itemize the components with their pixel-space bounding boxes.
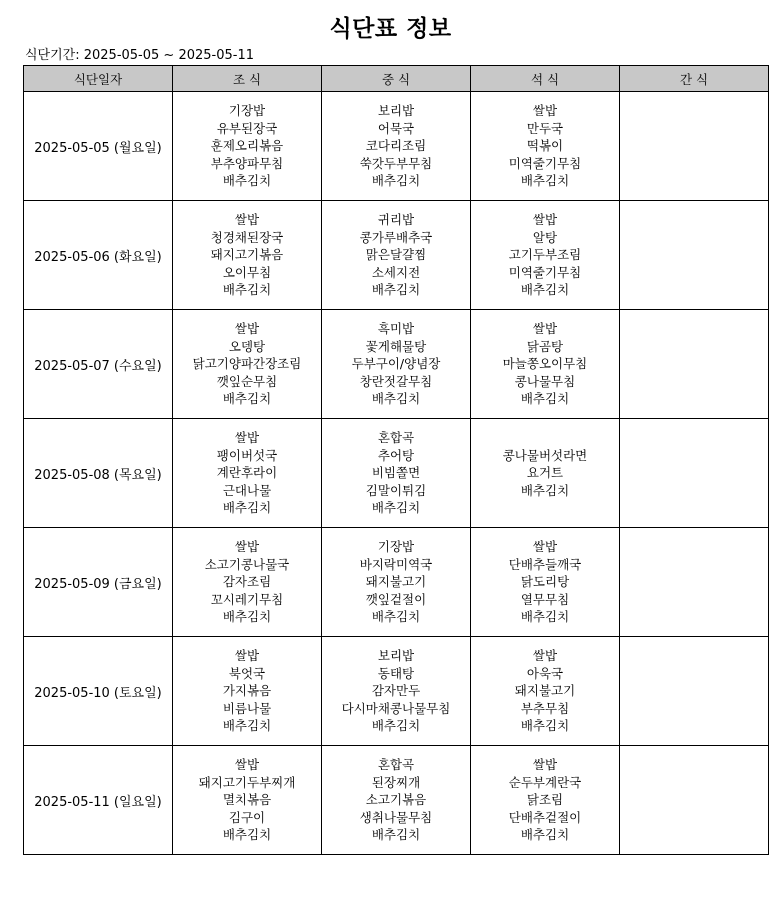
- menu-item: 배추김치: [520, 391, 570, 407]
- lunch-cell: [322, 201, 471, 310]
- menu-item: 닭도리탕: [520, 574, 570, 590]
- menu-item: 오뎅탕: [228, 338, 266, 354]
- menu-item: 감자만두: [371, 683, 421, 699]
- menu-item: 마늘쫑오이무침: [502, 356, 588, 372]
- header-dinner: 석 식: [471, 66, 620, 92]
- menu-item: 쌀밥: [532, 539, 558, 555]
- menu-item: 배추김치: [520, 609, 570, 625]
- menu-item: 다시마채콩나물무침: [341, 700, 451, 716]
- menu-item: 귀리밥: [377, 212, 415, 228]
- menu-item: 청경채된장국: [210, 229, 284, 245]
- menu-item: 된장찌개: [371, 774, 421, 790]
- breakfast-cell: [173, 92, 322, 201]
- menu-item: 미역줄기무침: [508, 264, 582, 280]
- menu-item: 돼지불고기: [365, 574, 427, 590]
- menu-item: 쌀밥: [532, 321, 558, 337]
- snack-cell: [620, 419, 769, 528]
- table-row: [24, 310, 769, 419]
- menu-item: 계란후라이: [216, 465, 278, 481]
- snack-cell: [620, 201, 769, 310]
- menu-item: 떡볶이: [526, 138, 564, 154]
- menu-item: 만두국: [526, 120, 564, 136]
- table-row: [24, 92, 769, 201]
- menu-item: 북엇국: [228, 665, 266, 681]
- lunch-cell: [322, 92, 471, 201]
- breakfast-cell: [173, 201, 322, 310]
- dinner-cell: [471, 528, 620, 637]
- menu-item: 배추김치: [371, 718, 421, 734]
- menu-item: 김구이: [228, 809, 266, 825]
- snack-cell: [620, 637, 769, 746]
- table-row: [24, 419, 769, 528]
- menu-item: 소세지전: [371, 264, 421, 280]
- menu-item: 돼지불고기: [514, 683, 576, 699]
- menu-item: 배추김치: [520, 718, 570, 734]
- menu-item: 동태탕: [377, 665, 415, 681]
- dinner-cell: [471, 310, 620, 419]
- lunch-cell: [322, 746, 471, 855]
- menu-item: 배추김치: [371, 609, 421, 625]
- menu-item: 기장밥: [377, 539, 415, 555]
- menu-item: 닭곰탕: [526, 338, 564, 354]
- table-body: [24, 92, 769, 855]
- menu-item: 콩나물버섯라면: [502, 447, 588, 463]
- date-cell: 2025-05-05 (월요일): [24, 92, 173, 201]
- menu-item: 멸치볶음: [222, 792, 272, 808]
- breakfast-cell: [173, 637, 322, 746]
- menu-item: 쌀밥: [234, 321, 260, 337]
- table-row: [24, 746, 769, 855]
- menu-item: 돼지고기볶음: [210, 247, 284, 263]
- date-cell: 2025-05-11 (일요일): [24, 746, 173, 855]
- date-cell: 2025-05-09 (금요일): [24, 528, 173, 637]
- breakfast-cell: [173, 746, 322, 855]
- header-snack: 간 식: [620, 66, 769, 92]
- menu-item: 쌀밥: [234, 757, 260, 773]
- menu-item: 창란젓갈무침: [359, 373, 433, 389]
- page-title: 식단표 정보: [329, 16, 452, 42]
- menu-item: 바지락미역국: [359, 556, 433, 572]
- menu-item: 배추김치: [371, 391, 421, 407]
- dinner-cell: [471, 637, 620, 746]
- header-date: 식단일자: [24, 66, 173, 92]
- breakfast-cell: [173, 419, 322, 528]
- dinner-cell: [471, 92, 620, 201]
- header-lunch: 중 식: [322, 66, 471, 92]
- menu-item: 가지볶음: [222, 683, 272, 699]
- menu-item: 근대나물: [222, 482, 272, 498]
- menu-item: 김말이튀김: [365, 482, 427, 498]
- meal-table: [23, 65, 769, 855]
- lunch-cell: [322, 528, 471, 637]
- menu-item: 배추김치: [520, 827, 570, 843]
- menu-item: 배추김치: [371, 173, 421, 189]
- menu-item: 혼합곡: [377, 757, 415, 773]
- menu-item: 깻잎겉절이: [365, 591, 427, 607]
- menu-item: 배추김치: [520, 173, 570, 189]
- menu-item: 추어탕: [377, 447, 415, 463]
- menu-item: 어묵국: [377, 120, 415, 136]
- menu-item: 배추김치: [371, 827, 421, 843]
- snack-cell: [620, 746, 769, 855]
- table-row: [24, 637, 769, 746]
- header-row: [24, 66, 769, 92]
- menu-item: 배추김치: [371, 500, 421, 516]
- menu-item: 비름나물: [222, 700, 272, 716]
- menu-item: 닭고기양파간장조림: [192, 356, 302, 372]
- header-breakfast: 조 식: [173, 66, 322, 92]
- menu-item: 깻잎순무침: [216, 373, 278, 389]
- menu-item: 오이무침: [222, 264, 272, 280]
- breakfast-cell: [173, 310, 322, 419]
- menu-item: 감자조림: [222, 574, 272, 590]
- date-cell: 2025-05-07 (수요일): [24, 310, 173, 419]
- menu-item: 배추김치: [222, 173, 272, 189]
- menu-item: 쌀밥: [532, 648, 558, 664]
- snack-cell: [620, 310, 769, 419]
- menu-item: 돼지고기두부찌개: [198, 774, 296, 790]
- lunch-cell: [322, 637, 471, 746]
- menu-item: 쌀밥: [234, 539, 260, 555]
- menu-item: 닭조림: [526, 792, 564, 808]
- menu-item: 배추김치: [222, 718, 272, 734]
- lunch-cell: [322, 419, 471, 528]
- table-row: [24, 201, 769, 310]
- lunch-cell: [322, 310, 471, 419]
- menu-item: 순두부계란국: [508, 774, 582, 790]
- menu-item: 쌀밥: [234, 430, 260, 446]
- menu-item: 아욱국: [526, 665, 564, 681]
- date-cell: 2025-05-10 (토요일): [24, 637, 173, 746]
- menu-item: 콩가루배추국: [359, 229, 433, 245]
- breakfast-cell: [173, 528, 322, 637]
- menu-item: 배추김치: [222, 609, 272, 625]
- snack-cell: [620, 92, 769, 201]
- menu-item: 비빔쫄면: [371, 465, 421, 481]
- snack-cell: [620, 528, 769, 637]
- dinner-cell: [471, 419, 620, 528]
- menu-item: 배추김치: [520, 282, 570, 298]
- menu-item: 훈제오리볶음: [210, 138, 284, 154]
- menu-item: 요거트: [526, 465, 564, 481]
- menu-item: 미역줄기무침: [508, 155, 582, 171]
- date-cell: 2025-05-08 (목요일): [24, 419, 173, 528]
- menu-item: 쑥갓두부무침: [359, 155, 433, 171]
- menu-item: 배추김치: [222, 282, 272, 298]
- menu-item: 쌀밥: [234, 648, 260, 664]
- menu-item: 두부구이/양념장: [351, 356, 441, 372]
- menu-item: 꼬시레기무침: [210, 591, 284, 607]
- menu-item: 배추김치: [371, 282, 421, 298]
- menu-item: 보리밥: [377, 648, 415, 664]
- menu-item: 보리밥: [377, 103, 415, 119]
- menu-item: 배추김치: [520, 482, 570, 498]
- menu-item: 배추김치: [222, 827, 272, 843]
- menu-item: 배추김치: [222, 391, 272, 407]
- menu-item: 부추양파무침: [210, 155, 284, 171]
- menu-item: 유부된장국: [216, 120, 278, 136]
- menu-item: 쌀밥: [532, 757, 558, 773]
- table-row: [24, 528, 769, 637]
- menu-item: 소고기볶음: [365, 792, 427, 808]
- menu-item: 맑은달걀찜: [365, 247, 427, 263]
- menu-item: 흑미밥: [377, 321, 415, 337]
- menu-item: 알탕: [532, 229, 558, 245]
- dinner-cell: [471, 746, 620, 855]
- menu-item: 코다리조림: [365, 138, 427, 154]
- menu-item: 콩나물무침: [514, 373, 576, 389]
- menu-item: 기장밥: [228, 103, 266, 119]
- menu-item: 단배추들깨국: [508, 556, 582, 572]
- menu-item: 소고기콩나물국: [204, 556, 290, 572]
- menu-item: 꽃게해물탕: [365, 338, 427, 354]
- menu-item: 생취나물무침: [359, 809, 433, 825]
- menu-item: 쌀밥: [234, 212, 260, 228]
- menu-item: 혼합곡: [377, 430, 415, 446]
- menu-item: 부추무침: [520, 700, 570, 716]
- menu-item: 팽이버섯국: [216, 447, 278, 463]
- menu-item: 쌀밥: [532, 103, 558, 119]
- menu-item: 배추김치: [222, 500, 272, 516]
- date-cell: 2025-05-06 (화요일): [24, 201, 173, 310]
- menu-item: 단배추겉절이: [508, 809, 582, 825]
- menu-item: 열무무침: [520, 591, 570, 607]
- menu-item: 쌀밥: [532, 212, 558, 228]
- menu-item: 고기두부조림: [508, 247, 582, 263]
- dinner-cell: [471, 201, 620, 310]
- meal-period: 식단기간: 2025-05-05 ~ 2025-05-11: [25, 48, 255, 63]
